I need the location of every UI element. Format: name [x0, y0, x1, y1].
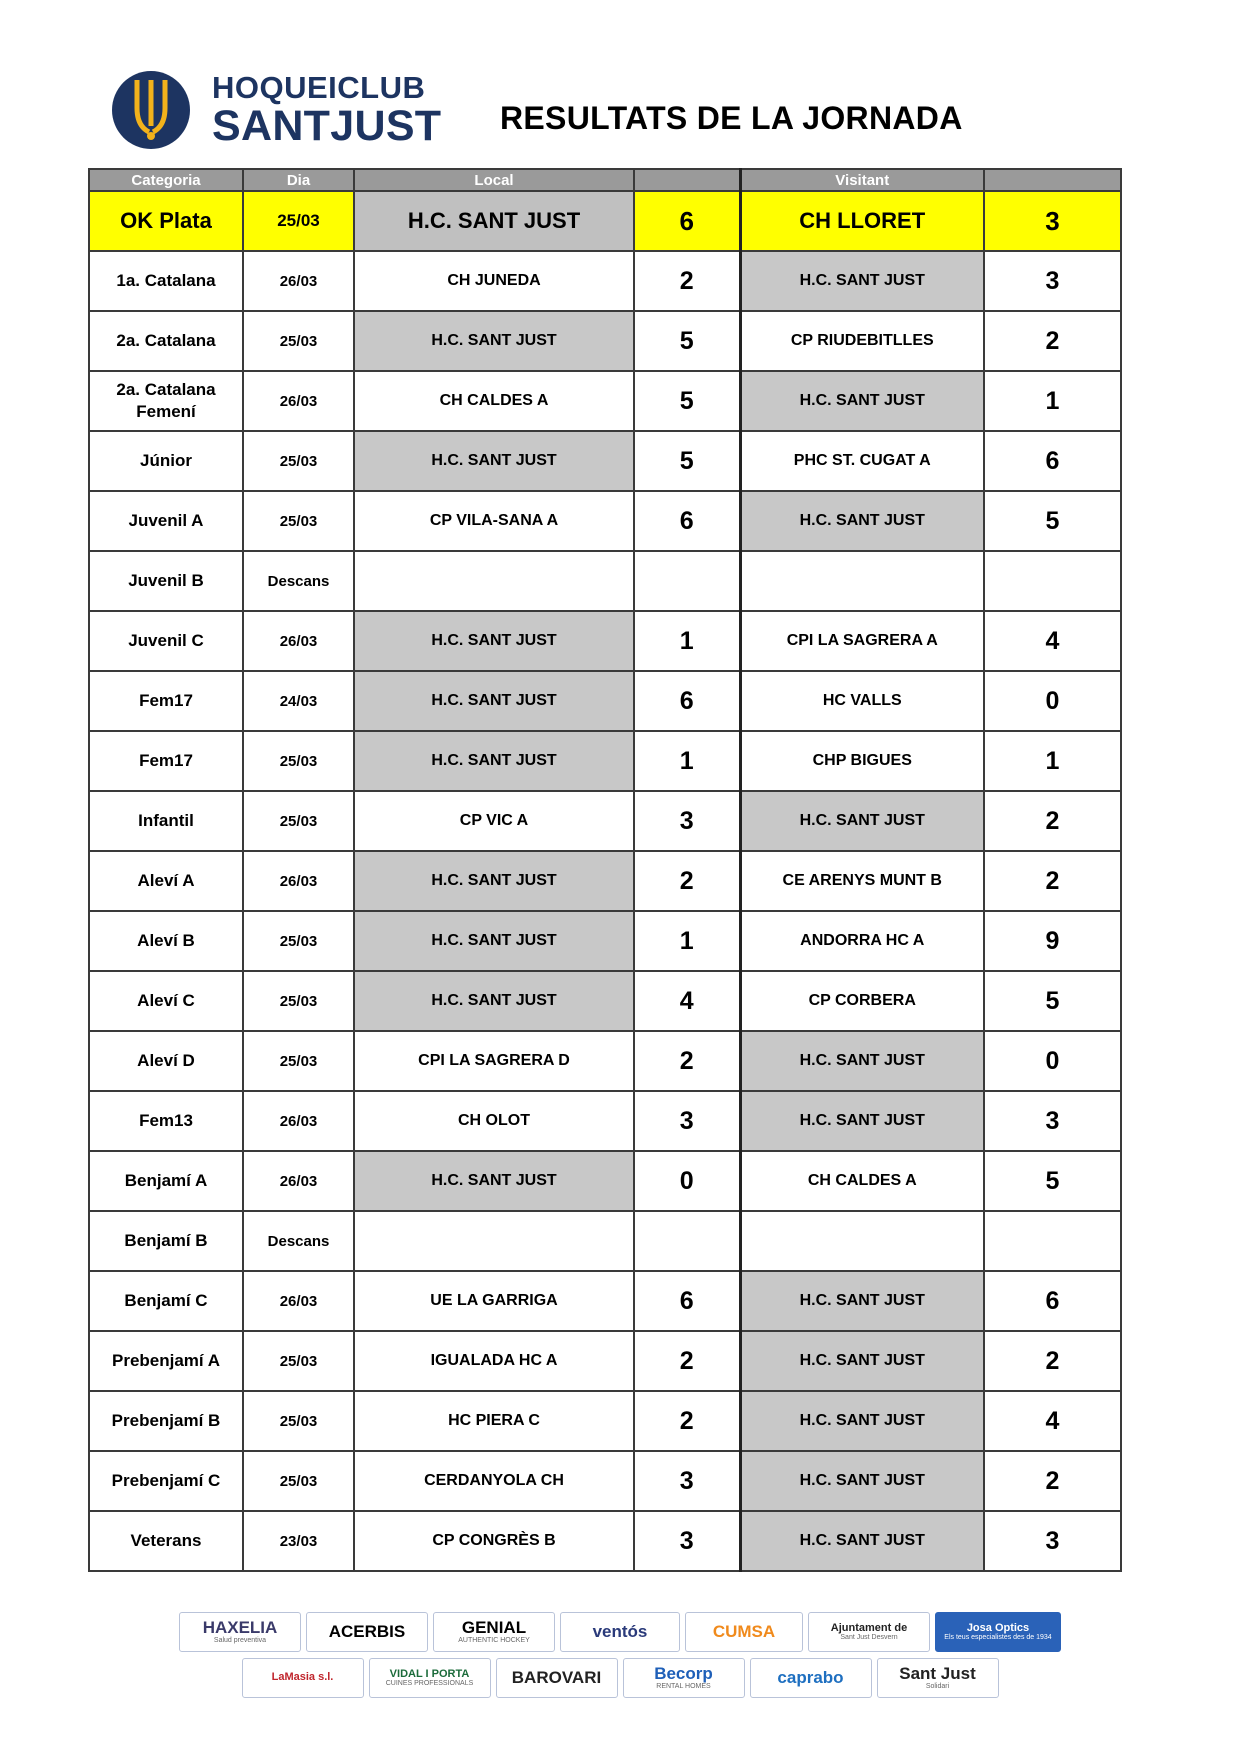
date-cell: 26/03 [243, 1091, 354, 1151]
away-team-cell: H.C. SANT JUST [740, 1331, 984, 1391]
date-cell: 26/03 [243, 371, 354, 431]
away-score-cell: 4 [984, 1391, 1121, 1451]
sponsor-logo [935, 1612, 1061, 1652]
featured-date: 25/03 [243, 191, 354, 251]
category-cell: Aleví B [89, 911, 243, 971]
club-name-line2: SANTJUST [212, 102, 442, 150]
category-cell: Veterans [89, 1511, 243, 1571]
home-team-cell [354, 1211, 634, 1271]
away-score-cell: 3 [984, 1511, 1121, 1571]
away-score-cell: 0 [984, 1031, 1121, 1091]
away-score-cell: 2 [984, 851, 1121, 911]
table-row [89, 1151, 1121, 1211]
away-score-cell: 6 [984, 431, 1121, 491]
club-name [212, 72, 441, 148]
category-cell: Prebenjamí C [89, 1451, 243, 1511]
away-team-cell: H.C. SANT JUST [740, 1031, 984, 1091]
table-row [89, 791, 1121, 851]
home-team-cell: H.C. SANT JUST [354, 431, 634, 491]
date-cell: 25/03 [243, 791, 354, 851]
away-team-cell: H.C. SANT JUST [740, 1391, 984, 1451]
sponsor-name: Sant Just [899, 1664, 976, 1684]
sponsor-logo [496, 1658, 618, 1698]
away-score-cell: 5 [984, 1151, 1121, 1211]
sponsor-subtitle: AUTHENTIC HOCKEY [458, 1637, 530, 1645]
col-header-home: Local [354, 169, 634, 191]
sponsor-name: ventós [592, 1622, 648, 1642]
table-row [89, 851, 1121, 911]
home-score-cell [634, 1211, 740, 1271]
home-score-cell: 2 [634, 1331, 740, 1391]
away-score-cell: 5 [984, 971, 1121, 1031]
date-cell: Descans [243, 1211, 354, 1271]
away-score-cell [984, 551, 1121, 611]
table-row [89, 551, 1121, 611]
sponsors-strip [110, 1612, 1130, 1704]
sponsor-subtitle: RENTAL HOMES [656, 1683, 711, 1691]
home-score-cell: 3 [634, 1091, 740, 1151]
sponsor-name: GENIAL [461, 1618, 527, 1638]
date-cell: 25/03 [243, 1331, 354, 1391]
home-team-cell: CPI LA SAGRERA D [354, 1031, 634, 1091]
home-score-cell: 3 [634, 1511, 740, 1571]
date-cell: 26/03 [243, 251, 354, 311]
home-team-cell: H.C. SANT JUST [354, 671, 634, 731]
club-name-line1: HOQUEICLUB [212, 70, 426, 105]
away-team-cell: H.C. SANT JUST [740, 1511, 984, 1571]
home-team-cell: CH CALDES A [354, 371, 634, 431]
date-cell: 25/03 [243, 731, 354, 791]
sponsor-logo [808, 1612, 930, 1652]
home-score-cell: 2 [634, 851, 740, 911]
away-score-cell: 0 [984, 671, 1121, 731]
home-team-cell: H.C. SANT JUST [354, 731, 634, 791]
away-team-cell: H.C. SANT JUST [740, 251, 984, 311]
date-cell: Descans [243, 551, 354, 611]
table-row [89, 731, 1121, 791]
home-score-cell: 2 [634, 1031, 740, 1091]
home-score-cell: 3 [634, 791, 740, 851]
sponsor-name: caprabo [777, 1668, 844, 1688]
table-row [89, 491, 1121, 551]
home-team-cell: CP VIC A [354, 791, 634, 851]
date-cell: 26/03 [243, 1271, 354, 1331]
table-row [89, 1331, 1121, 1391]
sponsor-subtitle: Sant Just Desvern [840, 1634, 898, 1642]
featured-away-score: 3 [984, 191, 1121, 251]
table-row [89, 1271, 1121, 1331]
sponsor-logo [433, 1612, 555, 1652]
col-header-category: Categoria [89, 169, 243, 191]
away-team-cell: HC VALLS [740, 671, 984, 731]
date-cell: 25/03 [243, 311, 354, 371]
home-team-cell: CERDANYOLA CH [354, 1451, 634, 1511]
home-team-cell: CP VILA-SANA A [354, 491, 634, 551]
sponsor-logo [560, 1612, 680, 1652]
home-score-cell: 6 [634, 491, 740, 551]
away-team-cell: CE ARENYS MUNT B [740, 851, 984, 911]
home-score-cell: 4 [634, 971, 740, 1031]
table-row [89, 431, 1121, 491]
table-row [89, 251, 1121, 311]
sponsor-logo [685, 1612, 803, 1652]
away-team-cell: ANDORRA HC A [740, 911, 984, 971]
col-header-home-score [634, 169, 740, 191]
away-score-cell: 1 [984, 731, 1121, 791]
category-cell: 2a. Catalana Femení [89, 371, 243, 431]
away-team-cell: H.C. SANT JUST [740, 491, 984, 551]
table-row [89, 1091, 1121, 1151]
away-score-cell: 6 [984, 1271, 1121, 1331]
away-team-cell: CPI LA SAGRERA A [740, 611, 984, 671]
sponsors-row-2 [110, 1658, 1130, 1698]
sponsor-logo [242, 1658, 364, 1698]
away-team-cell: PHC ST. CUGAT A [740, 431, 984, 491]
category-cell: Benjamí B [89, 1211, 243, 1271]
away-team-cell [740, 1211, 984, 1271]
away-team-cell: H.C. SANT JUST [740, 1451, 984, 1511]
featured-away-team: CH LLORET [740, 191, 984, 251]
away-score-cell: 2 [984, 791, 1121, 851]
date-cell: 25/03 [243, 1391, 354, 1451]
sponsor-subtitle: Salud preventiva [213, 1637, 267, 1645]
away-team-cell: CP RIUDEBITLLES [740, 311, 984, 371]
away-score-cell: 4 [984, 611, 1121, 671]
category-cell: Prebenjamí A [89, 1331, 243, 1391]
date-cell: 26/03 [243, 611, 354, 671]
category-cell: Aleví A [89, 851, 243, 911]
away-team-cell: H.C. SANT JUST [740, 1091, 984, 1151]
away-score-cell: 5 [984, 491, 1121, 551]
home-score-cell: 6 [634, 1271, 740, 1331]
away-team-cell: H.C. SANT JUST [740, 1271, 984, 1331]
home-score-cell: 5 [634, 431, 740, 491]
category-cell: 1a. Catalana [89, 251, 243, 311]
table-row [89, 311, 1121, 371]
home-score-cell: 5 [634, 371, 740, 431]
sponsor-subtitle: CUINES PROFESSIONALS [385, 1680, 474, 1688]
date-cell: 25/03 [243, 1031, 354, 1091]
home-team-cell [354, 551, 634, 611]
category-cell: Benjamí A [89, 1151, 243, 1211]
category-cell: Aleví C [89, 971, 243, 1031]
table-header-row [89, 169, 1121, 191]
home-team-cell: CH JUNEDA [354, 251, 634, 311]
away-score-cell: 3 [984, 251, 1121, 311]
featured-match-row [89, 191, 1121, 251]
table-row [89, 1511, 1121, 1571]
away-team-cell [740, 551, 984, 611]
table-row [89, 611, 1121, 671]
table-row [89, 1391, 1121, 1451]
date-cell: 25/03 [243, 911, 354, 971]
category-cell: Aleví D [89, 1031, 243, 1091]
date-cell: 25/03 [243, 491, 354, 551]
category-cell: Benjamí C [89, 1271, 243, 1331]
sponsor-logo [179, 1612, 301, 1652]
away-score-cell: 2 [984, 1331, 1121, 1391]
col-header-away: Visitant [740, 169, 984, 191]
home-team-cell: CP CONGRÈS B [354, 1511, 634, 1571]
home-score-cell: 1 [634, 731, 740, 791]
category-cell: Juvenil A [89, 491, 243, 551]
sponsor-logo [877, 1658, 999, 1698]
category-cell: Infantil [89, 791, 243, 851]
sponsor-logo [623, 1658, 745, 1698]
table-row [89, 1451, 1121, 1511]
home-score-cell: 3 [634, 1451, 740, 1511]
home-team-cell: CH OLOT [354, 1091, 634, 1151]
sponsor-name: VIDAL I PORTA [389, 1667, 470, 1680]
col-header-away-score [984, 169, 1121, 191]
table-row [89, 371, 1121, 431]
sponsor-name: BAROVARI [511, 1668, 602, 1688]
table-row [89, 671, 1121, 731]
date-cell: 23/03 [243, 1511, 354, 1571]
date-cell: 24/03 [243, 671, 354, 731]
table-row [89, 1211, 1121, 1271]
sponsor-logo [369, 1658, 491, 1698]
home-score-cell: 5 [634, 311, 740, 371]
sponsor-logo [750, 1658, 872, 1698]
category-cell: 2a. Catalana [89, 311, 243, 371]
sponsor-name: CUMSA [712, 1622, 776, 1642]
home-score-cell: 2 [634, 251, 740, 311]
sponsor-name: Becorp [654, 1664, 713, 1684]
home-score-cell: 6 [634, 671, 740, 731]
sponsors-row-1 [110, 1612, 1130, 1652]
home-team-cell: H.C. SANT JUST [354, 611, 634, 671]
away-score-cell: 3 [984, 1091, 1121, 1151]
home-team-cell: HC PIERA C [354, 1391, 634, 1451]
date-cell: 26/03 [243, 851, 354, 911]
date-cell: 25/03 [243, 1451, 354, 1511]
sponsor-subtitle: Els teus especialistes des de 1934 [944, 1634, 1052, 1642]
home-team-cell: H.C. SANT JUST [354, 851, 634, 911]
table-row [89, 911, 1121, 971]
home-team-cell: H.C. SANT JUST [354, 911, 634, 971]
home-score-cell: 2 [634, 1391, 740, 1451]
category-cell: Juvenil C [89, 611, 243, 671]
category-cell: Juvenil B [89, 551, 243, 611]
page-title: RESULTATS DE LA JORNADA [500, 100, 963, 136]
results-table [88, 168, 1122, 1572]
away-score-cell [984, 1211, 1121, 1271]
home-team-cell: IGUALADA HC A [354, 1331, 634, 1391]
sponsor-subtitle: Solidari [925, 1683, 950, 1691]
sponsor-name: Ajuntament de [830, 1621, 908, 1634]
table-row [89, 1031, 1121, 1091]
date-cell: 26/03 [243, 1151, 354, 1211]
home-team-cell: H.C. SANT JUST [354, 971, 634, 1031]
home-score-cell [634, 551, 740, 611]
featured-home-team: H.C. SANT JUST [354, 191, 634, 251]
away-team-cell: CHP BIGUES [740, 731, 984, 791]
away-team-cell: H.C. SANT JUST [740, 371, 984, 431]
sponsor-name: LaMasia s.l. [271, 1671, 334, 1684]
club-crest-icon [111, 70, 191, 150]
category-cell: Fem17 [89, 671, 243, 731]
away-score-cell: 9 [984, 911, 1121, 971]
date-cell: 25/03 [243, 431, 354, 491]
sponsor-name: ACERBIS [328, 1622, 406, 1642]
date-cell: 25/03 [243, 971, 354, 1031]
featured-category: OK Plata [89, 191, 243, 251]
category-cell: Fem17 [89, 731, 243, 791]
sponsor-name: HAXELIA [202, 1618, 278, 1638]
away-score-cell: 1 [984, 371, 1121, 431]
featured-home-score: 6 [634, 191, 740, 251]
away-team-cell: CP CORBERA [740, 971, 984, 1031]
category-cell: Fem13 [89, 1091, 243, 1151]
category-cell: Júnior [89, 431, 243, 491]
sponsor-logo [306, 1612, 428, 1652]
home-team-cell: H.C. SANT JUST [354, 1151, 634, 1211]
away-score-cell: 2 [984, 311, 1121, 371]
home-team-cell: H.C. SANT JUST [354, 311, 634, 371]
home-score-cell: 1 [634, 911, 740, 971]
away-team-cell: H.C. SANT JUST [740, 791, 984, 851]
category-cell: Prebenjamí B [89, 1391, 243, 1451]
away-team-cell: CH CALDES A [740, 1151, 984, 1211]
home-score-cell: 0 [634, 1151, 740, 1211]
sponsor-name: Josa Optics [966, 1621, 1030, 1634]
table-row [89, 971, 1121, 1031]
col-header-date: Dia [243, 169, 354, 191]
home-score-cell: 1 [634, 611, 740, 671]
away-score-cell: 2 [984, 1451, 1121, 1511]
home-team-cell: UE LA GARRIGA [354, 1271, 634, 1331]
